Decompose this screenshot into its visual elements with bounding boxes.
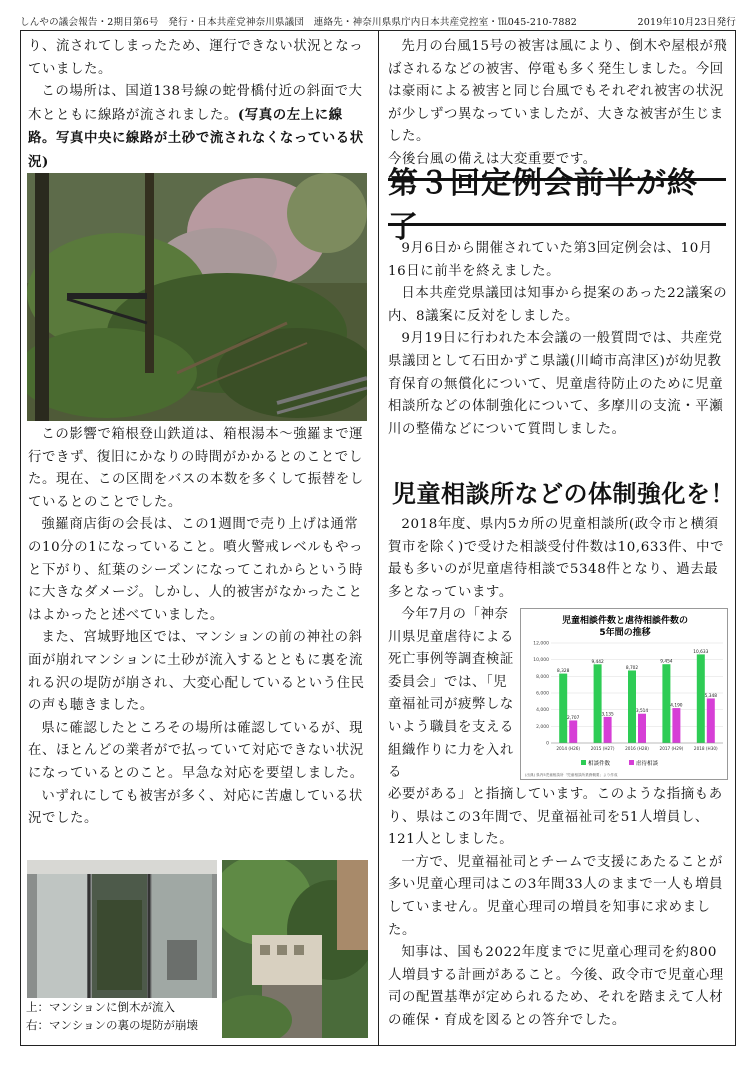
chart-canvas	[521, 609, 729, 781]
bar-count	[559, 674, 567, 743]
landslide-photo	[27, 173, 367, 421]
data-label: 2,707	[567, 715, 580, 721]
paragraph: いずれにしても被害が多く、対応に苦慮している状況でした。	[28, 788, 363, 827]
paragraph: 先月の台風15号の被害は風により、倒木や屋根が飛ばされるなどの被害、停電も多く発生しました。今回は豪雨による被害と同じ台風でもそれぞれ被害の状況が少しずつ異なっていましたが、大きな被害が生じました。	[388, 39, 728, 145]
y-tick-label: 8,000	[536, 674, 549, 680]
y-tick-label: 6,000	[536, 691, 549, 697]
paragraph: 知事は、国も2022年度までに児童心理司を約800人増員する計画があること。今後、政令市で児童心理司の配置基準が定められるため、それを踏まえて人材の確保・育成を図るとの答弁でした。	[388, 945, 724, 1028]
paragraph: 今後台風の備えは大変重要です。	[388, 151, 597, 167]
data-label: 3,135	[601, 712, 614, 718]
photo-caption	[26, 998, 198, 1034]
data-label: 8,328	[557, 669, 570, 675]
y-tick-label: 2,000	[536, 724, 549, 730]
x-tick-label: 2014 (H26)	[556, 746, 581, 751]
paragraph: この場所は、国道138号線の蛇骨橋付近の斜面で大木とともに線路が流されました。(写真の左上に線路。写真中央に線路が土砂で流されなくなっている状況)	[28, 84, 364, 170]
right-column-middle	[388, 238, 728, 441]
consultation-chart	[520, 608, 728, 780]
section-heading: 児童相談所などの体制強化を！	[392, 480, 735, 508]
y-tick-label: 12,000	[533, 641, 549, 647]
x-tick-label: 2017 (H29)	[659, 746, 684, 751]
column-divider	[378, 30, 379, 1046]
data-label: 10,633	[693, 649, 709, 655]
data-label: 9,442	[591, 659, 604, 665]
left-column-bottom	[28, 424, 368, 831]
paragraph: 県に確認したところその場所は確認しているが、現在、ほとんどの業者がで払っていて対応できない状況になっているとのこと。早急な対応を要望しました。	[28, 720, 364, 781]
data-label: 3,514	[635, 709, 649, 715]
wrapped-text	[388, 604, 514, 785]
right-column-lower	[388, 514, 728, 604]
data-label: 9,454	[660, 659, 673, 665]
right-column-bottom	[388, 784, 728, 1033]
legend-count: 相談件数	[588, 761, 611, 767]
paragraph: 日本共産党県議団は知事から提案のあった22議案の内、8議案に反対をしました。	[388, 286, 728, 324]
paragraph: 強羅商店街の会長は、この1週間で売り上げは通常の10分の1になっていること。噴火警戒レベルもやっと下がり、紅葉のシーズンになってこれからという時に大きなダメージ。しかし、人的被害がなかったことはよかったと述べていました。	[28, 517, 364, 623]
photo-note: (写真の左上に線路。写真中央に線路が土砂で流されなくなっている状況)	[28, 106, 364, 170]
chart-footnote: (出典) 県内5児童相談所「児童相談所業務概要」より作成	[525, 773, 618, 777]
caption-line: 右：マンションの裏の堤防が崩壊	[26, 1018, 198, 1032]
chart-subtitle: 5年間の推移	[599, 628, 651, 638]
collapsed-embankment-photo	[222, 860, 368, 1038]
masthead	[20, 14, 736, 28]
paragraph: 9月6日から開催されていた第3回定例会は、10月16日に前半を終えました。	[388, 241, 713, 279]
y-tick-label: 4,000	[536, 708, 549, 714]
legend-abuse: 虐待相談	[636, 761, 659, 767]
chart-title: 児童相談件数と虐待相談件数の	[561, 616, 689, 626]
legend-swatch-count	[581, 760, 586, 765]
bar-abuse	[707, 698, 715, 743]
paragraph: この影響で箱根登山鉄道は、箱根湯本～強羅まで運行できず、復旧にかなりの時間がかかるとのことでした。現在、この区間をバスの本数を多くして振替をしているとのことでした。	[28, 427, 364, 510]
data-label: 4,190	[670, 703, 683, 709]
issue-date: 2019年10月23日発行	[637, 17, 736, 28]
paragraph: また、宮城野地区では、マンションの前の神社の斜面が崩れマンションに土砂が流入するとともに裏を流れる沢の堤防が崩され、大変心配しているという住民の声も聴きました。	[28, 630, 365, 714]
masthead-info: しんやの議会報告・2期目第6号 発行・日本共産党神奈川県議団 連絡先・神奈川県県庁内日本共産党控室・℡045-210-7882	[20, 17, 578, 28]
bar-abuse	[638, 714, 646, 743]
apartment-interior-photo	[27, 860, 217, 998]
right-column-top	[388, 36, 728, 172]
bar-count	[662, 664, 670, 743]
y-tick-label: 10,000	[533, 658, 549, 664]
left-column-top	[28, 36, 368, 175]
y-tick-label: 0	[546, 741, 549, 747]
paragraph: 9月19日に行われた本会議の一般質問では、共産党県議団として石田かずこ県議(川崎市高津区)が幼児教育保育の無償化について、児童虐待防止のために児童相談所などの体制強化について、多摩川の支流・平瀬川の整備などについて質問しました。	[388, 331, 724, 437]
x-tick-label: 2016 (H28)	[625, 746, 649, 751]
bar-abuse	[672, 708, 680, 743]
paragraph: り、流されてしまったため、運行できない状況となっていました。	[28, 39, 364, 77]
data-label: 8,702	[625, 665, 639, 671]
x-tick-label: 2015 (H27)	[590, 746, 615, 751]
section-banner: 第３回定例会前半が終了	[388, 178, 726, 226]
bar-count	[594, 664, 602, 743]
data-label: 5,348	[704, 693, 717, 699]
paragraph: 今年7月の「神奈川県児童虐待による死亡事例等調査検証委員会」では、「児童福祉司が疲弊しないよう職員を支える組織作りに力を入れる	[388, 607, 514, 781]
paragraph: 2018年度、県内5カ所の児童相談所(政令市と横須賀市を除く)で受けた相談受付件数は10,633件、中で最も多いのが児童虐待相談で5348件となり、過去最多となっています。	[388, 517, 725, 600]
caption-line: 上：マンションに倒木が流入	[26, 1000, 175, 1014]
bar-abuse	[569, 720, 577, 743]
x-tick-label: 2018 (H30)	[693, 746, 718, 751]
paragraph: 必要がある」と指摘しています。このような指摘もあり、県はこの3年間で、児童福祉司を51人増員し、121人としました。	[388, 787, 723, 848]
bar-count	[697, 654, 705, 743]
bar-abuse	[604, 717, 612, 743]
paragraph: 一方で、児童福祉司とチームで支援にあたることが多い児童心理司はこの3年間33人のままで一人も増員していません。児童心理司の増員を知事に求めました。	[388, 854, 724, 938]
bar-count	[628, 670, 636, 743]
legend-swatch-abuse	[629, 760, 634, 765]
